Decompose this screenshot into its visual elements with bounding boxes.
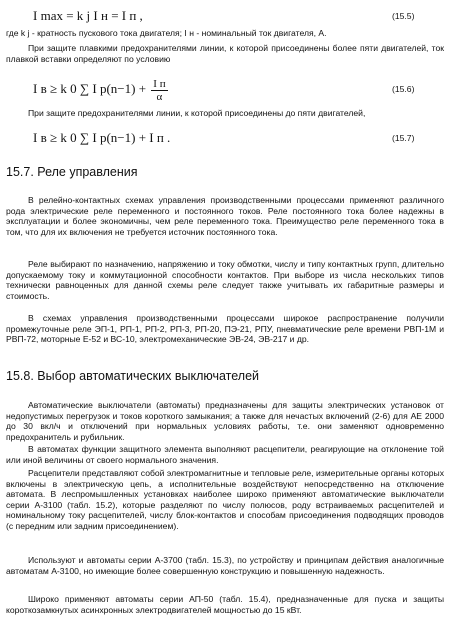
paragraph-breakers-5: Широко применяют автоматы серии АП-50 (табл. 15.4), предназначенные для пуска и защиты короткозамкнутых асинхронных электродвигателей мощностью до 15 кВт. bbox=[6, 594, 444, 615]
paragraph-breakers-3: Расцепители представляют собой электромагнитные и тепловые реле, измерительные органы которых включены в электрическую цепь, а исполнительные воздействуют непосредственно на отключение автомата. В леспромышленных установках наиболее широко применяют автоматические выключатели серии А-3100 (табл. 15.2), которые разделяют по числу полюсов, роду встраиваемых расцепителей и номинальному току расцепителей, числу блок-контактов и способам присоединения подводящих проводов (с передним или задним присоединением). bbox=[6, 468, 444, 531]
paragraph-breakers-1: Автоматические выключатели (автоматы) предназначены для защиты электрических установок от недопустимых перегрузок и токов короткого замыкания; а также для нечастых включений (2-6) для АЕ 2000 до 30 вкл/ч и отключений при нормальных условиях работы, т.е. они заменяют одновременно предохранитель и рубильник. bbox=[6, 400, 444, 442]
paragraph-fuse-up-to-five: При защите предохранителями линии, к которой присоединены до пяти двигателей, bbox=[28, 108, 366, 118]
section-heading-relay: 15.7. Реле управления bbox=[6, 165, 138, 179]
equation-15-6-numerator: I п bbox=[153, 77, 166, 90]
equation-15-6-denominator: α bbox=[156, 90, 163, 103]
paragraph-relay-3: В схемах управления производственными процессами широкое распространение получили промежуточные реле ЭП-1, РП-1, РП-2, РП-3, РП-20, ПЭ-21, РПУ, пневматические реле времени РВП-1М и РВП-72, моторные Е-52 и ВС-10, электромеханические ЭВ-24, ЭВ-217 и др. bbox=[6, 313, 444, 345]
paragraph-where: где k j - кратность пускового тока двигателя; I н - номинальный ток двигателя, А. bbox=[6, 28, 327, 38]
section-heading-circuit-breakers: 15.8. Выбор автоматических выключателей bbox=[6, 369, 260, 383]
equation-15-6-fraction bbox=[151, 78, 167, 103]
equation-15-7-number: (15.7) bbox=[392, 133, 415, 143]
equation-15-6-formula bbox=[33, 72, 168, 106]
equation-15-6-lhs: I в ≥ k 0 ∑ I р(n−1) + bbox=[33, 81, 147, 96]
equation-15-6 bbox=[0, 72, 450, 106]
paragraph-relay-2: Реле выбирают по назначению, напряжению и току обмотки, числу и типу контактных групп, длительно допускаемому току и коммутационной способности контактов. При выборе из числа нескольких типов технически равноценных для данной схемы реле следует также учитывать их габаритные размеры и стоимость. bbox=[6, 259, 444, 301]
paragraph-fuse-more-than-five: При защите плавкими предохранителями линии, к которой присоединены более пяти двигателей, ток плавкой вставки определяют по условию bbox=[6, 43, 444, 64]
paragraph-breakers-2: В автоматах функции защитного элемента выполняют расцепители, реагирующие на отклонение той или иной величины от своего нормального значения. bbox=[6, 444, 444, 465]
equation-15-5-formula: I max = k j I н = I п , bbox=[33, 8, 143, 23]
equation-15-7-formula: I в ≥ k 0 ∑ I р(n−1) + I п . bbox=[33, 130, 171, 145]
equation-15-6-number: (15.6) bbox=[392, 84, 415, 94]
equation-15-5 bbox=[0, 7, 450, 25]
equation-15-5-number: (15.5) bbox=[392, 11, 415, 21]
paragraph-breakers-4: Используют и автоматы серии А-3700 (табл. 15.3), по устройству и принципам действия аналогичные автоматам А-3100, но имеющие более совершенную конструкцию и повышенную надежность. bbox=[6, 555, 444, 576]
paragraph-relay-1: В релейно-контактных схемах управления производственными процессами применяют различного рода электрические реле переменного и постоянного токов. Реле постоянного тока более надежны в эксплуатации и более экономичны, чем реле переменного тока. Преимущество реле переменного тока в том, что для их включения не требуется источник постоянного тока. bbox=[6, 195, 444, 237]
equation-15-7 bbox=[0, 129, 450, 147]
